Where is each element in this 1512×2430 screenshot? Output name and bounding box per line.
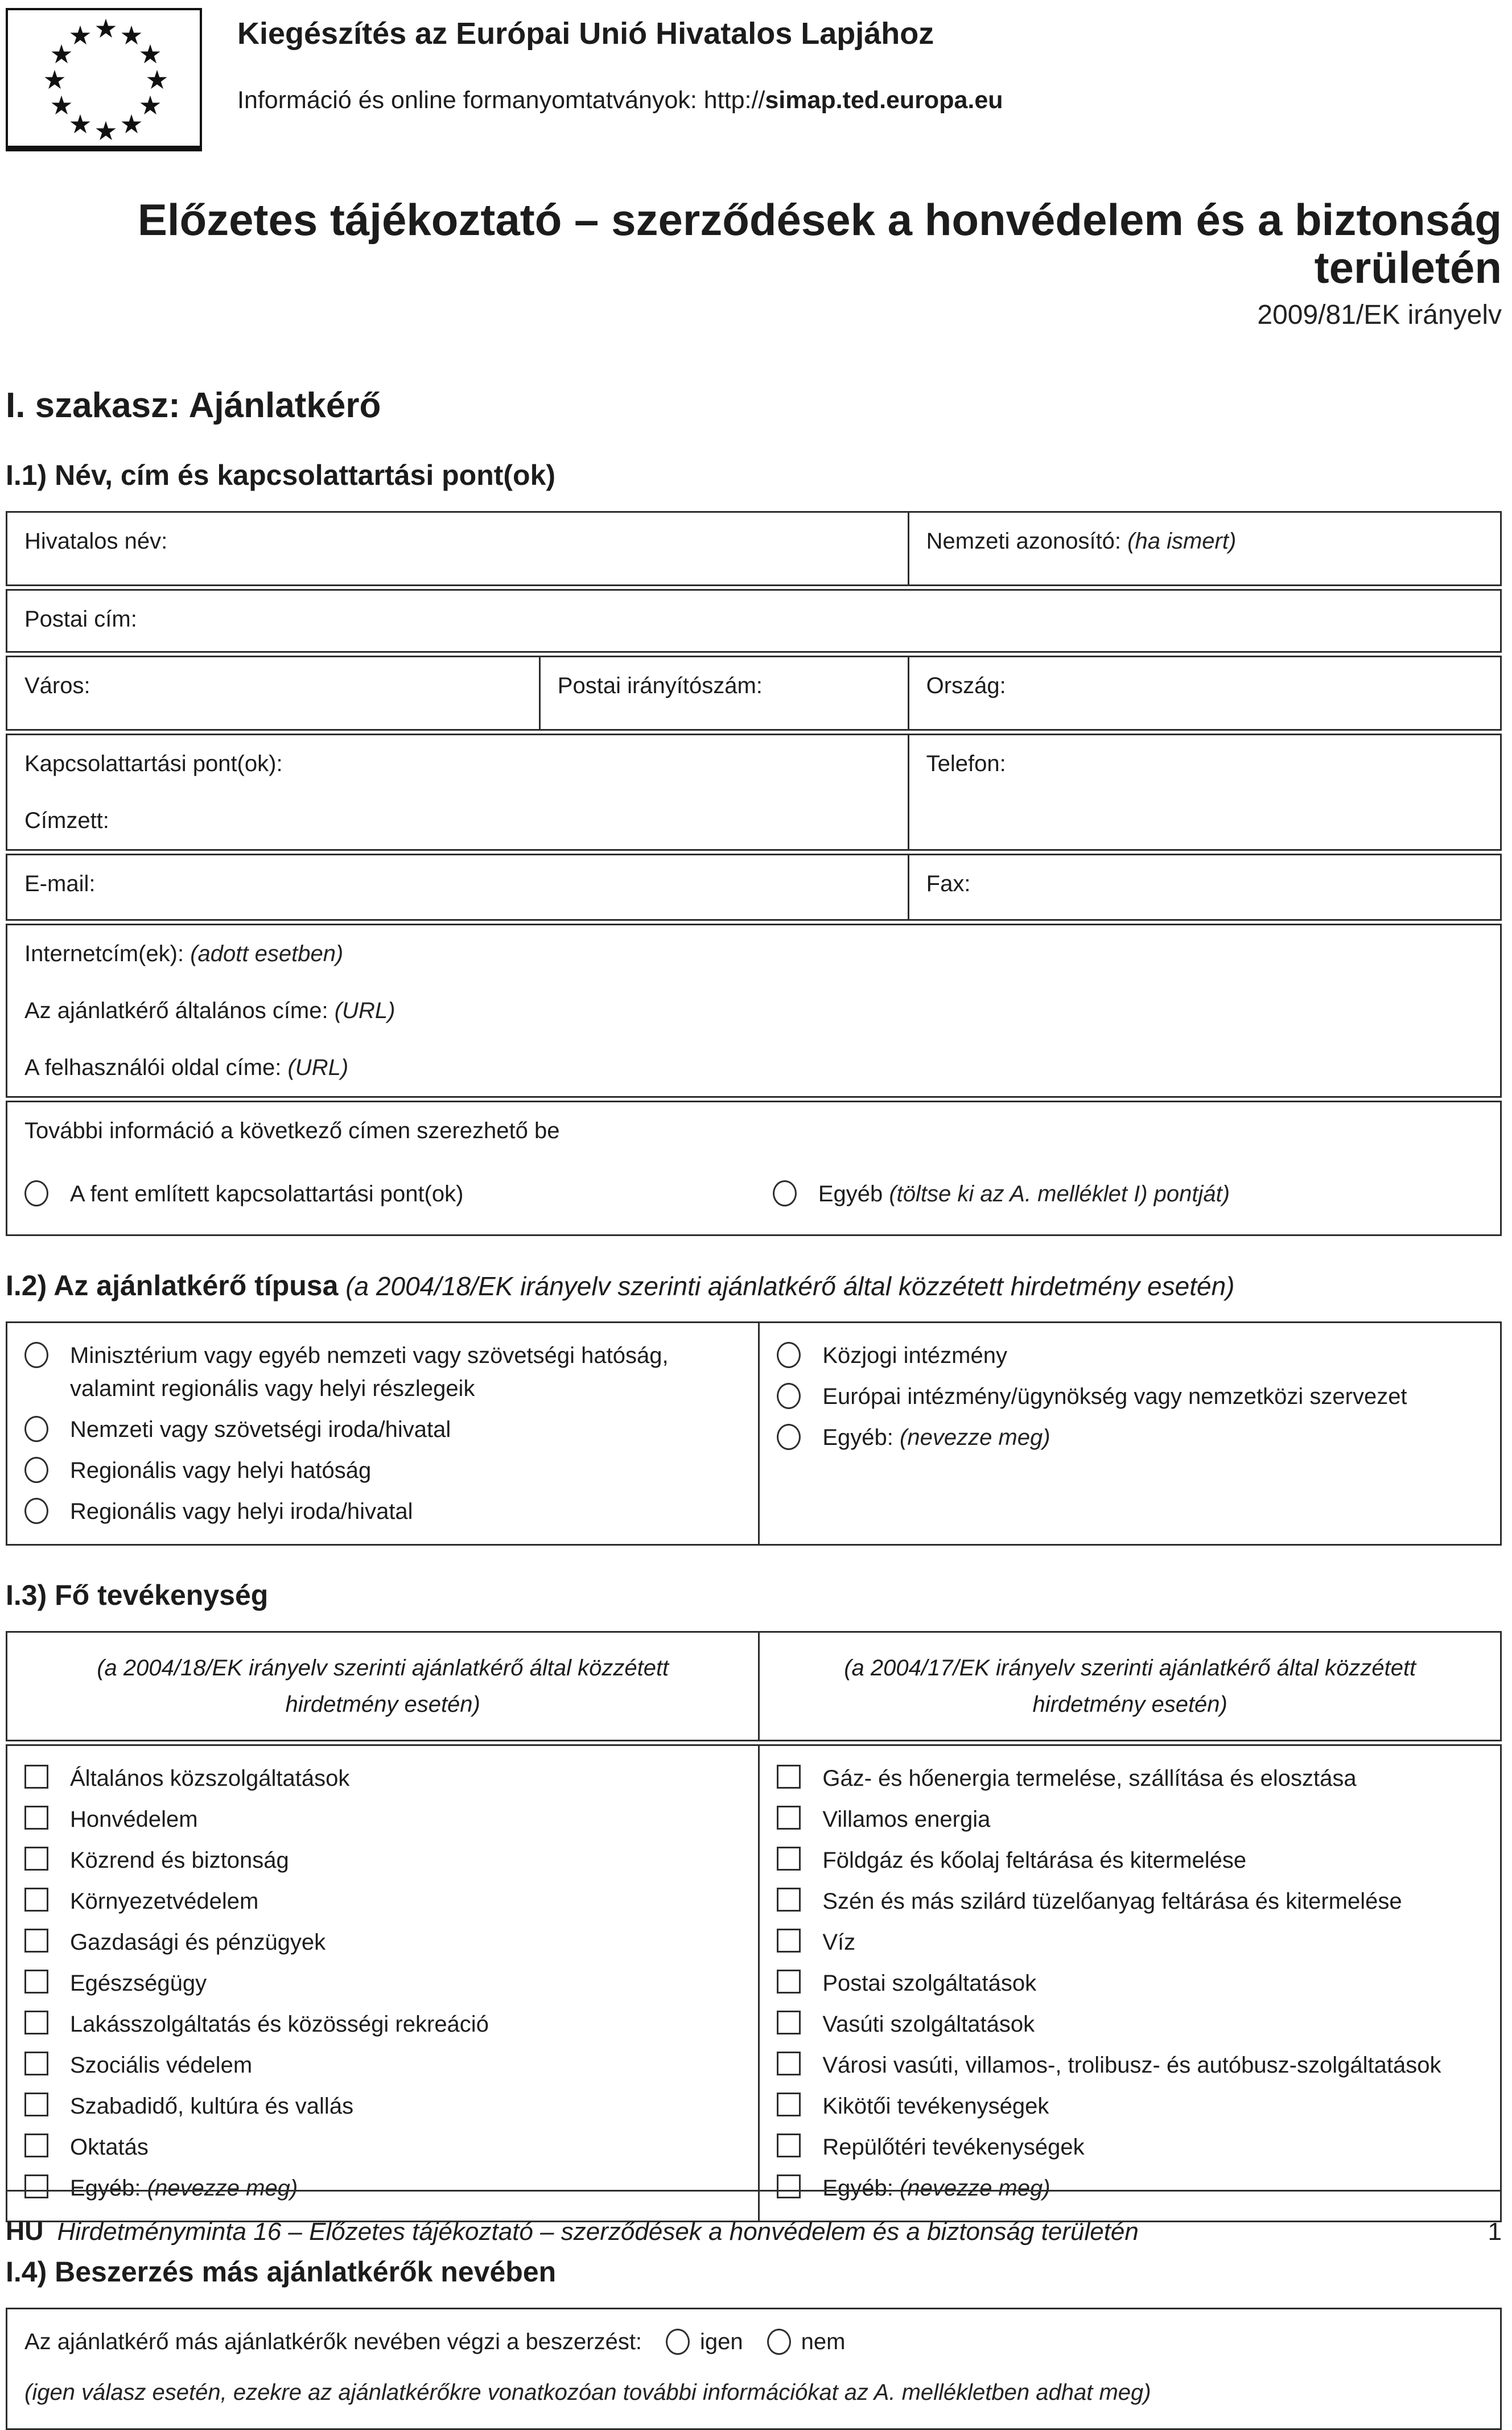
radio-button-icon[interactable] — [24, 1342, 48, 1368]
general-url-note: (URL) — [328, 998, 395, 1024]
attention-label: Címzett: — [24, 808, 109, 834]
radio-option-regional-authority: Regionális vagy helyi hatóság — [24, 1454, 741, 1487]
postal-address-label: Postai cím: — [24, 607, 137, 632]
checkbox-option: Kikötői tevékenységek — [777, 2090, 1483, 2123]
general-url-label: Az ajánlatkérő általános címe: — [24, 998, 328, 1024]
checkbox-icon[interactable] — [777, 1806, 801, 1830]
postal-code-field[interactable] — [539, 657, 908, 729]
eu-flag-star-icon: ★ — [50, 90, 73, 121]
eu-flag-star-icon: ★ — [138, 90, 162, 121]
radio-button-icon[interactable] — [777, 1342, 801, 1368]
checkbox-icon[interactable] — [24, 2093, 48, 2116]
internet-label-line — [24, 939, 1483, 969]
row-official-name — [6, 511, 1502, 586]
checkbox-option: Közrend és biztonság — [24, 1844, 741, 1877]
checkbox-icon[interactable] — [777, 2011, 801, 2034]
option-label: Egyéb — [818, 1181, 883, 1207]
radio-button-icon[interactable] — [773, 1180, 797, 1206]
checkbox-icon[interactable] — [777, 1970, 801, 1994]
purchasing-question-row — [24, 2329, 1483, 2355]
postal-code-label: Postai irányítószám: — [557, 673, 763, 699]
no-label: nem — [801, 2329, 846, 2354]
contact-points-label: Kapcsolattartási pont(ok): — [24, 751, 283, 777]
contact-points-field[interactable] — [7, 735, 908, 849]
checkbox-icon[interactable] — [777, 1929, 801, 1953]
internet-label: Internetcím(ek): — [24, 941, 184, 967]
radio-button-icon[interactable] — [24, 1498, 48, 1524]
further-info-cell — [7, 1102, 1500, 1232]
official-name-field[interactable] — [7, 513, 908, 584]
yes-label: igen — [700, 2329, 743, 2354]
email-field[interactable] — [7, 855, 908, 919]
checkbox-option: Általános közszolgáltatások — [24, 1762, 741, 1795]
section-1-4-heading: I.4) Beszerzés más ajánlatkérők nevében — [6, 2256, 557, 2288]
country-field[interactable] — [908, 657, 1500, 729]
main-activity-right-column — [758, 1746, 1500, 2221]
row-further-info — [6, 1101, 1502, 1236]
radio-button-icon[interactable] — [777, 1424, 801, 1450]
official-name-label: Hivatalos név: — [24, 529, 168, 554]
eu-flag — [6, 8, 202, 151]
checkbox-icon[interactable] — [24, 2011, 48, 2034]
checkbox-icon[interactable] — [24, 1847, 48, 1871]
header-subtitle-prefix: Információ és online formanyomtatványok: http:// — [237, 87, 765, 114]
footer-language-code: HU — [6, 2216, 44, 2246]
section-1-2-heading-note: (a 2004/18/EK irányelv szerinti ajánlatkérő által közzétett hirdetmény esetén) — [338, 1271, 1235, 1302]
checkbox-option: Egészségügy — [24, 1967, 741, 2000]
checkbox-option: Szén és más szilárd tüzelőanyag feltárása és kitermelése — [777, 1885, 1483, 1918]
radio-option-eu-institution: Európai intézmény/ügynökség vagy nemzetközi szervezet — [777, 1380, 1483, 1413]
authority-type-right-column — [758, 1323, 1500, 1544]
eu-flag-star-icon: ★ — [68, 20, 92, 51]
further-info-options — [24, 1177, 1483, 1218]
checkbox-option: Villamos energia — [777, 1803, 1483, 1836]
notice-title: Előzetes tájékoztató – szerződések a honvédelem és a biztonság területén — [137, 195, 1502, 293]
checkbox-option: Városi vasúti, villamos-, trolibusz- és autóbusz-szolgáltatások — [777, 2049, 1483, 2082]
main-activity-header-row — [6, 1631, 1502, 1741]
city-field[interactable] — [7, 657, 539, 729]
city-label: Város: — [24, 673, 90, 699]
national-id-note: (ha ismert) — [1121, 529, 1237, 554]
header-subtitle-domain[interactable]: simap.ted.europa.eu — [765, 87, 1003, 114]
checkbox-option: Lakásszolgáltatás és közösségi rekreáció — [24, 2008, 741, 2041]
checkbox-icon[interactable] — [24, 1806, 48, 1830]
national-id-label: Nemzeti azonosító: — [926, 529, 1122, 554]
checkbox-icon[interactable] — [777, 2052, 801, 2075]
checkbox-icon[interactable] — [24, 1765, 48, 1789]
radio-button-icon[interactable] — [666, 2329, 690, 2355]
national-id-field[interactable] — [908, 513, 1500, 584]
checkbox-icon[interactable] — [24, 1970, 48, 1994]
checkbox-option: Szociális védelem — [24, 2049, 741, 2082]
eu-flag-star-icon: ★ — [68, 109, 92, 139]
authority-type-left-column — [7, 1323, 758, 1544]
checkbox-icon[interactable] — [777, 1888, 801, 1912]
checkbox-option: Szabadidő, kultúra és vallás — [24, 2090, 741, 2123]
phone-field[interactable] — [908, 735, 1500, 849]
internet-note: (adott esetben) — [184, 941, 344, 967]
checkbox-icon[interactable] — [24, 1888, 48, 1912]
checkbox-icon[interactable] — [777, 1765, 801, 1789]
phone-label: Telefon: — [926, 751, 1006, 777]
page-footer — [6, 2190, 1502, 2246]
email-label: E-mail: — [24, 871, 96, 897]
row-email-fax — [6, 854, 1502, 921]
radio-button-icon[interactable] — [24, 1416, 48, 1442]
section-1-3-heading: I.3) Fő tevékenység — [6, 1579, 269, 1612]
radio-option-ministry: Minisztérium vagy egyéb nemzeti vagy szövetségi hatóság, valamint regionális vagy helyi részlegeik — [24, 1339, 741, 1405]
purchasing-question-label: Az ajánlatkérő más ajánlatkérők nevében végzi a beszerzést: — [24, 2329, 642, 2354]
checkbox-icon[interactable] — [777, 2134, 801, 2157]
header-subtitle — [237, 87, 1003, 114]
radio-option-public-body: Közjogi intézmény — [777, 1339, 1483, 1372]
page-header — [6, 8, 1502, 151]
checkbox-option: Egyéb: (nevezze meg) — [777, 2172, 1483, 2205]
fax-field[interactable] — [908, 855, 1500, 919]
profile-url-line — [24, 1053, 1483, 1082]
further-info-label: További információ a következő címen szerezhető be — [24, 1118, 560, 1144]
section-1-heading: I. szakasz: Ajánlatkérő — [6, 386, 381, 426]
row-contact-phone — [6, 734, 1502, 851]
header-title: Kiegészítés az Európai Unió Hivatalos Lapjához — [237, 17, 934, 51]
eu-flag-star-icon: ★ — [43, 64, 67, 95]
radio-button-icon[interactable] — [24, 1180, 48, 1206]
checkbox-option: Oktatás — [24, 2131, 741, 2164]
checkbox-option: Környezetvédelem — [24, 1885, 741, 1918]
checkbox-icon[interactable] — [24, 1929, 48, 1953]
purchasing-on-behalf-box — [6, 2308, 1502, 2430]
main-activity-items-row — [6, 1744, 1502, 2222]
section-1-1-heading: I.1) Név, cím és kapcsolattartási pont(ok) — [6, 459, 556, 492]
checkbox-option: Víz — [777, 1926, 1483, 1959]
main-activity-left-column — [7, 1746, 758, 2221]
authority-type-table — [6, 1321, 1502, 1546]
option-note: (töltse ki az A. melléklet I) pontját) — [883, 1181, 1230, 1207]
radio-option-other-type: Egyéb: (nevezze meg) — [777, 1421, 1483, 1454]
radio-option-other — [773, 1177, 1230, 1218]
main-activity-left-header: (a 2004/18/EK irányelv szerinti ajánlatkérő által közzétett hirdetmény esetén) — [97, 1655, 669, 1718]
checkbox-icon[interactable] — [24, 2052, 48, 2075]
main-activity-right-header: (a 2004/17/EK irányelv szerinti ajánlatkérő által közzétett hirdetmény esetén) — [758, 1633, 1500, 1740]
purchasing-note: (igen válasz esetén, ezekre az ajánlatkérőkre vonatkozóan további információkat az A. mellékletben adhat meg) — [24, 2380, 1151, 2406]
checkbox-option: Gáz- és hőenergia termelése, szállítása és elosztása — [777, 1762, 1483, 1795]
radio-option-regional-office: Regionális vagy helyi iroda/hivatal — [24, 1495, 741, 1528]
general-url-line — [24, 996, 1483, 1025]
radio-button-icon[interactable] — [24, 1457, 48, 1483]
footer-form-title: Hirdetményminta 16 – Előzetes tájékoztató – szerződések a honvédelem és a biztonság területén — [57, 2218, 1139, 2246]
country-label: Ország: — [926, 673, 1006, 699]
checkbox-option: Gazdasági és pénzügyek — [24, 1926, 741, 1959]
eu-flag-star-icon: ★ — [50, 39, 73, 69]
option-label: A fent említett kapcsolattartási pont(ok) — [70, 1181, 464, 1207]
checkbox-icon[interactable] — [777, 1847, 801, 1871]
eu-flag-star-icon: ★ — [94, 13, 118, 44]
eu-flag-star-icon: ★ — [138, 39, 162, 69]
row-city-zip-country — [6, 656, 1502, 731]
checkbox-option: Földgáz és kőolaj feltárása és kitermelése — [777, 1844, 1483, 1877]
checkbox-icon[interactable] — [777, 2093, 801, 2116]
profile-url-note: (URL) — [281, 1055, 349, 1081]
radio-option-yes — [666, 2329, 743, 2355]
eu-flag-star-icon: ★ — [94, 116, 118, 146]
radio-option-contact-points — [24, 1177, 773, 1210]
radio-button-icon[interactable] — [777, 1383, 801, 1409]
profile-url-label: A felhasználói oldal címe: — [24, 1055, 282, 1081]
checkbox-option: Honvédelem — [24, 1803, 741, 1836]
radio-button-icon[interactable] — [767, 2329, 791, 2355]
eu-flag-star-icon: ★ — [120, 20, 143, 51]
checkbox-option: Repülőtéri tevékenységek — [777, 2131, 1483, 2164]
fax-label: Fax: — [926, 871, 971, 897]
radio-option-no — [767, 2329, 846, 2355]
internet-addresses-field[interactable] — [7, 925, 1500, 1096]
footer-page-number: 1 — [1488, 2218, 1502, 2246]
eu-flag-star-icon: ★ — [145, 64, 169, 95]
row-postal-address — [6, 589, 1502, 653]
checkbox-option: Postai szolgáltatások — [777, 1967, 1483, 2000]
radio-option-national-office: Nemzeti vagy szövetségi iroda/hivatal — [24, 1413, 741, 1446]
section-1-2-heading: I.2) Az ajánlatkérő típusa (a 2004/18/EK irányelv szerinti ajánlatkérő által közzétett hirdetmény esetén) — [6, 1270, 1235, 1302]
eu-flag-star-icon: ★ — [120, 109, 143, 139]
checkbox-option: Vasúti szolgáltatások — [777, 2008, 1483, 2041]
checkbox-icon[interactable] — [24, 2134, 48, 2157]
checkbox-option: Egyéb: (nevezze meg) — [24, 2172, 741, 2205]
postal-address-field[interactable] — [7, 591, 1500, 651]
header-text — [237, 8, 1003, 114]
notice-directive: 2009/81/EK irányelv — [1257, 300, 1502, 331]
row-internet-addresses — [6, 924, 1502, 1098]
